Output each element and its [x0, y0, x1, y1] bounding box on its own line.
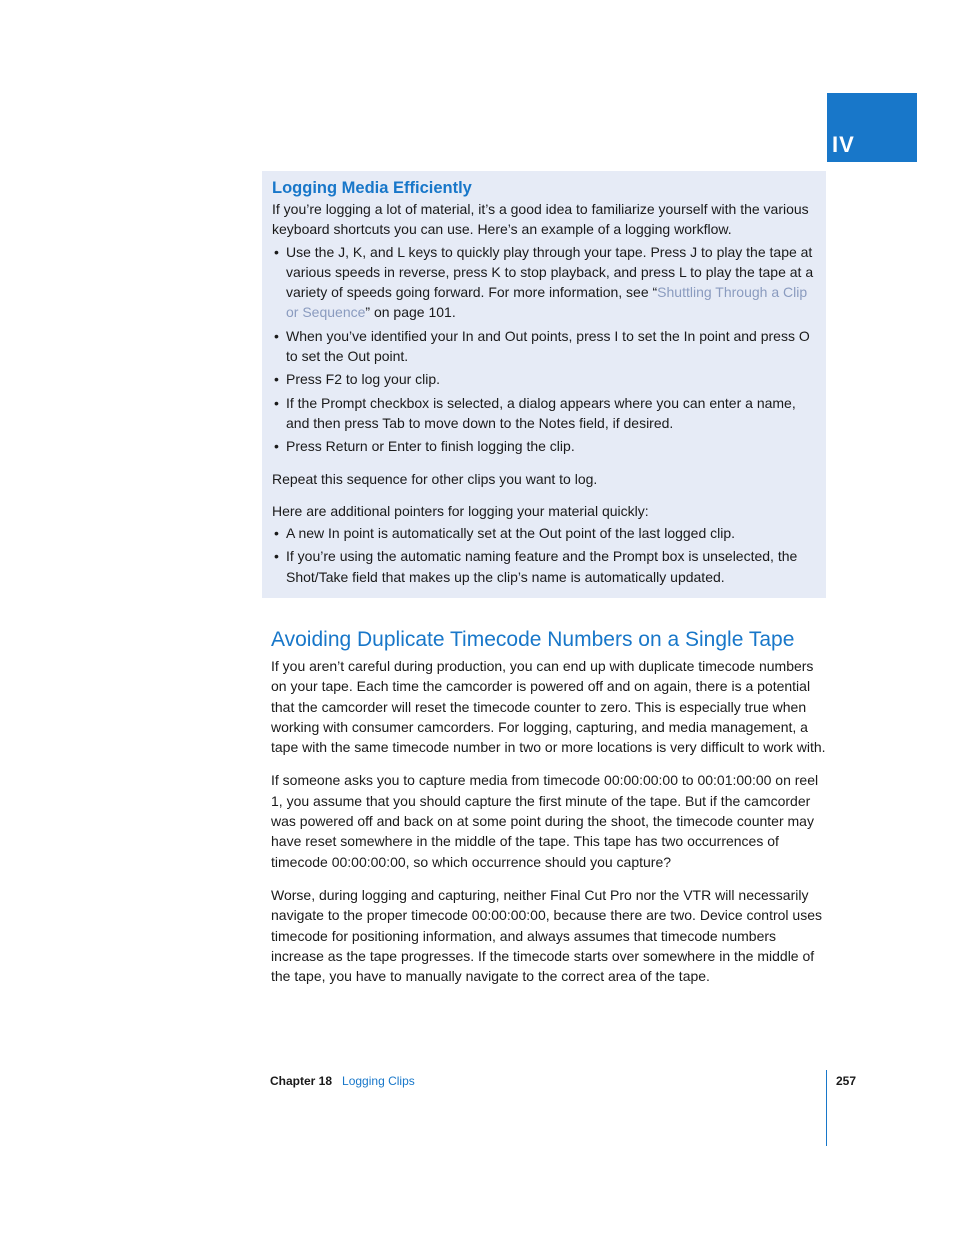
sidebar-pointers-intro: Here are additional pointers for logging your material quickly:: [272, 502, 649, 519]
page-number: 257: [836, 1074, 857, 1088]
sidebar-title: Logging Media Efficiently: [272, 179, 472, 197]
list-item: • Press F2 to log your clip.: [272, 369, 817, 389]
list-item: • If the Prompt checkbox is selected, a dialog appears where you can enter a name, and then press Tab to move down to the Notes field, if desired.: [272, 393, 817, 434]
list-item: • Press Return or Enter to finish logging the clip.: [272, 436, 817, 456]
list-item-text: Use the J, K, and L keys to quickly play through your tape. Press J to play the tape at various speeds in reverse, press K to stop playback, and press L to play the tape at a variety of speeds going forward. For more information, see “: [286, 243, 814, 301]
cross-reference-link[interactable]: Shuttling Through a Clip or Sequence: [286, 284, 808, 321]
part-tab-label: IV: [832, 132, 855, 157]
list-item: • When you’ve identified your In and Out points, press I to set the In point and press O to set the Out point.: [272, 326, 817, 367]
pointers-list: [272, 523, 817, 587]
body-paragraph: If someone asks you to capture media from timecode 00:00:00:00 to 00:01:00:00 on reel 1, you assume that you should capture the first minute of the tape. But if the camcorder was powered off and back on at some point during the shoot, the timecode counter may have reset somewhere in the middle of the tape. This tape has two occurrences of timecode 00:00:00:00, so which occurrence should you capture?: [271, 772, 819, 870]
sidebar-box: [262, 171, 826, 598]
footer-chapter-title-link[interactable]: Logging Clips: [342, 1074, 415, 1088]
workflow-list: [272, 242, 817, 457]
main-section: [271, 626, 826, 986]
sidebar-intro: If you’re logging a lot of material, it’s a good idea to familiarize yourself with the various keyboard shortcuts you can use. Here’s an example of a logging workflow.: [272, 201, 809, 238]
list-item: • A new In point is automatically set at the Out point of the last logged clip.: [272, 523, 817, 543]
footer-chapter: Chapter 18: [270, 1074, 333, 1088]
sidebar-content: [272, 177, 817, 590]
section-heading: Avoiding Duplicate Timecode Numbers on a Single Tape: [271, 628, 795, 651]
body-paragraph: Worse, during logging and capturing, neither Final Cut Pro nor the VTR will necessarily navigate to the proper timecode 00:00:00:00, because there are two. Device control uses timecode for positioning information, and always assumes that timecode numbers increase as the tape progresses. If the timecode starts over somewhere in the middle of the tape, you have to manually navigate to the correct area of the tape.: [271, 886, 823, 985]
list-item: [272, 242, 817, 323]
body-paragraph: If you aren’t careful during production, you can end up with duplicate timecode numbers on your tape. Each time the camcorder is powered off and on again, there is a potential that the camcorder will reset the timecode counter to zero. This is especially true when working with consumer camcorders. For logging, capturing, and media management, a tape with the same timecode number in two or more locations is very difficult to work with.: [271, 658, 826, 756]
footer-divider: [826, 1070, 827, 1146]
sidebar-repeat-text: Repeat this sequence for other clips you want to log.: [272, 470, 598, 487]
page-footer: [270, 1073, 830, 1089]
list-item-text: ” on page 101.: [365, 304, 456, 321]
list-item: • If you’re using the automatic naming feature and the Prompt box is unselected, the Shot/Take field that makes up the clip’s name is automatically updated.: [272, 546, 817, 587]
part-tab: [827, 93, 917, 162]
